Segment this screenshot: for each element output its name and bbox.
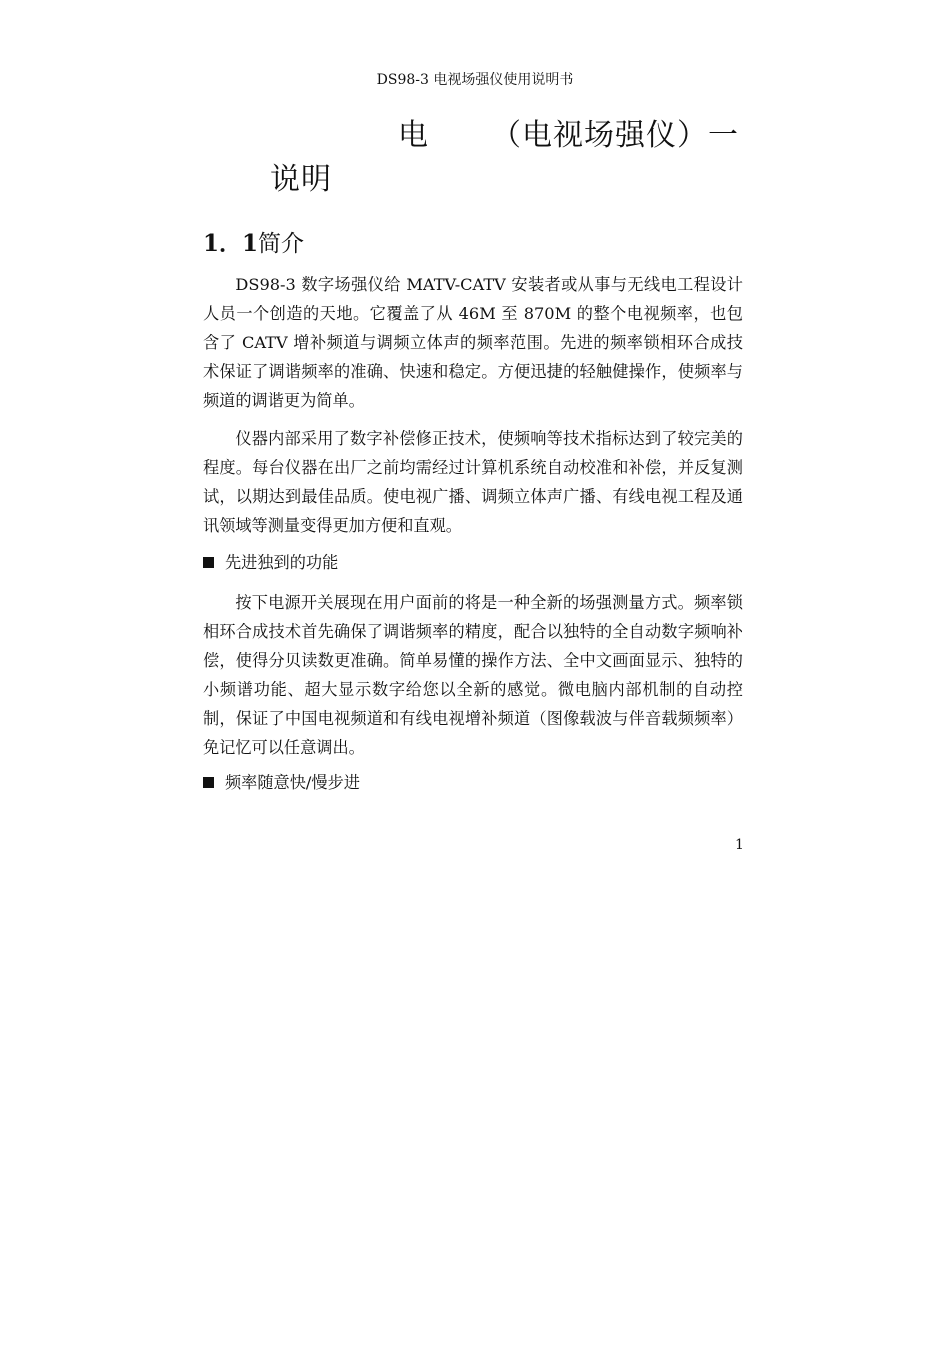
section-label: 简介 — [258, 231, 305, 257]
document-title-continuation: 说明 — [270, 162, 332, 197]
bullet-square-icon — [203, 777, 214, 788]
paragraph-intro: DS98-3 数字场强仪给 MATV-CATV 安装者或从事与无线电工程设计人员一个创造的天地。它覆盖了从 46M 至 870M 的整个电视频率，也包含了 CATV 增补频道与调频立体声的频率范围。先进的频率锁相环合成技术保证了调谐频率的准确、快速和稳定。方便迅捷的轻触健操作，使频率与频道的调谐更为简单。 — [203, 275, 743, 410]
section-number: 1．1 — [203, 230, 259, 257]
bullet-label: 频率随意快/慢步进 — [225, 773, 360, 792]
paragraph-compensation: 仪器内部采用了数字补偿修正技术，使频响等技术指标达到了较完美的程度。每台仪器在出厂之前均需经过计算机系统自动校准和补偿，并反复测试，以期达到最佳品质。使电视广播、调频立体声广播、有线电视工程及通讯领域等测量变得更加方便和直观。 — [203, 429, 743, 535]
section-heading — [203, 228, 304, 260]
intro-paragraphs — [203, 270, 743, 540]
document-title — [398, 116, 739, 156]
title-fragment-right: （电视场强仪）一 — [491, 118, 739, 153]
paragraph-features: 按下电源开关展现在用户面前的将是一种全新的场强测量方式。频率锁相环合成技术首先确保了调谐频率的精度，配合以独特的全自动数字频响补偿，使得分贝读数更准确。简单易懂的操作方法、全中文画面显示、独特的小频谱功能、超大显示数字给您以全新的感觉。微电脑内部机制的自动控制，保证了中国电视频道和有线电视增补频道（图像载波与伴音载频频率）免记忆可以任意调出。 — [203, 593, 743, 757]
bullet-square-icon — [203, 557, 214, 568]
bullet-label: 先进独到的功能 — [225, 553, 339, 572]
title-fragment-left: 电 — [398, 118, 429, 153]
page-number: 1 — [735, 837, 744, 853]
bullet-item — [203, 771, 360, 795]
bullet-item — [203, 551, 338, 575]
running-header: DS98-3 电视场强仪使用说明书 — [376, 72, 574, 88]
feature-paragraphs — [203, 588, 743, 762]
